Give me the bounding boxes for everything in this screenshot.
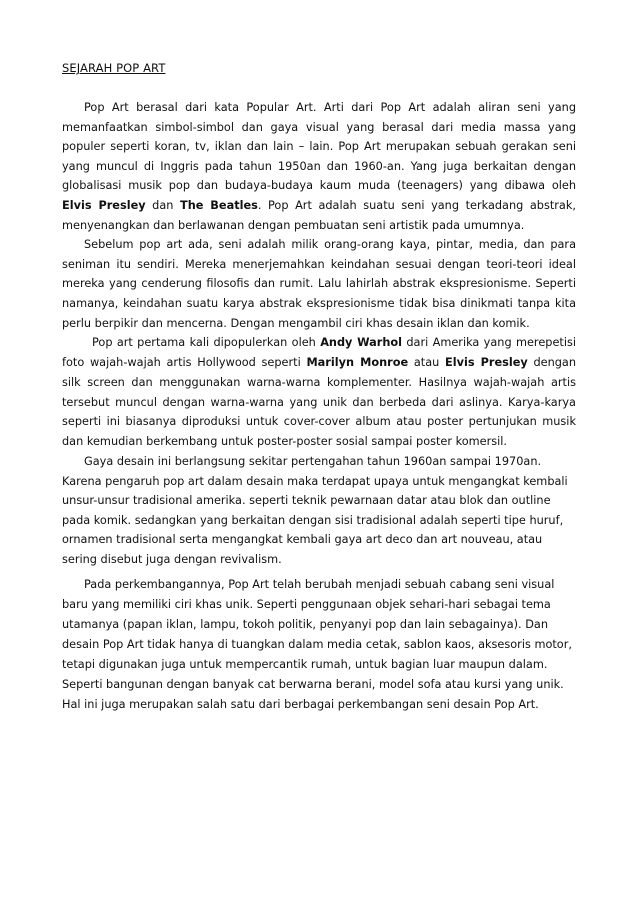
paragraph-andy-warhol bbox=[62, 333, 576, 452]
name-marilyn-monroe: Marilyn Monroe bbox=[306, 355, 409, 369]
name-andy-warhol: Andy Warhol bbox=[320, 336, 403, 350]
document-title: SEJARAH POP ART bbox=[62, 61, 166, 75]
paragraph-origin bbox=[62, 98, 576, 235]
paragraph-warhol-text-3: atau bbox=[408, 355, 445, 369]
paragraph-origin-text-3: . Pop Art adalah suatu seni yang terkadang abstrak, menyenangkan dan berlawanan dengan pembuatan seni artistik pada umumnya. bbox=[62, 198, 576, 232]
paragraph-design-style: Gaya desain ini berlangsung sekitar pertengahan tahun 1960an sampai 1970an. Karena pengaruh pop art dalam desain maka terdapat upaya untuk mengangkat kembali unsur-unsur tradisional amerika. seperti teknik pewarnaan datar atau blok dan outline pada komik. sedangkan yang berkaitan dengan sisi tradisional adalah seperti tipe huruf, ornamen tradisional serta mengangkat kembali gaya art deco dan art nouveau, atau sering disebut juga dengan revivalism. bbox=[62, 454, 568, 566]
paragraph-development: Pada perkembangannya, Pop Art telah berubah menjadi sebuah cabang seni visual baru yang memiliki ciri khas unik. Seperti penggunaan objek sehari-hari sebagai tema utamanya (papan iklan, lampu, tokoh politik, penyanyi pop dan lain sebagainya). Dan desain Pop Art tidak hanya di tuangkan dalam media cetak, sablon kaos, aksesoris motor, tetapi digunakan juga untuk mempercantik rumah, untuk bagian luar maupun dalam. Seperti bangunan dengan banyak cat berwarna berani, model sofa atau kursi yang unik. Hal ini juga merupakan salah satu dari berbagai perkembangan seni desain Pop Art. bbox=[62, 578, 572, 712]
name-elvis-presley: Elvis Presley bbox=[62, 198, 146, 212]
paragraph-before-pop-art: Sebelum pop art ada, seni adalah milik orang-orang kaya, pintar, media, dan para seniman itu sendiri. Mereka menerjemahkan keindahan sesuai dengan teori-teori ideal mereka yang cenderung filosofis dan rumit. Lalu lahirlah abstrak ekspresionisme. Seperti namanya, keindahan suatu karya abstrak ekspresionisme tidak bisa dinikmati tanpa kita perlu berpikir dan mencerna. Dengan mengambil ciri khas desain iklan dan komik. bbox=[62, 238, 576, 330]
name-the-beatles: The Beatles bbox=[179, 198, 258, 212]
paragraph-origin-text-1: Pop Art berasal dari kata Popular Art. Arti dari Pop Art adalah aliran seni yang memanfaatkan simbol-simbol dan gaya visual yang berasal dari media massa yang populer seperti koran, tv, iklan dan lain – lain. Pop Art merupakan sebuah gerakan seni yang muncul di Inggris pada tahun 1950an dan 1960-an. Yang juga berkaitan dengan globalisasi musik pop dan budaya-budaya kaum muda (teenagers) yang dibawa oleh bbox=[62, 101, 576, 193]
paragraph-warhol-text-4: dengan silk screen dan menggunakan warna-warna komplementer. Hasilnya wajah-wajah artis tersebut muncul dengan warna-warna yang unik dan berbeda dari aslinya. Karya-karya seperti ini biasanya diproduksi untuk cover-cover album atau poster pertunjukan musik dan kemudian berkembang untuk poster-poster sosial sampai poster komersil. bbox=[62, 355, 576, 449]
paragraph-warhol-text-1: Pop art pertama kali dipopulerkan oleh bbox=[92, 336, 321, 350]
name-elvis-presley-2: Elvis Presley bbox=[445, 355, 528, 369]
paragraph-warhol-text-2: dari Amerika yang merepetisi foto wajah-wajah artis Hollywood seperti bbox=[62, 336, 576, 369]
paragraph-origin-text-2: dan bbox=[145, 198, 180, 212]
document-page bbox=[62, 58, 576, 715]
